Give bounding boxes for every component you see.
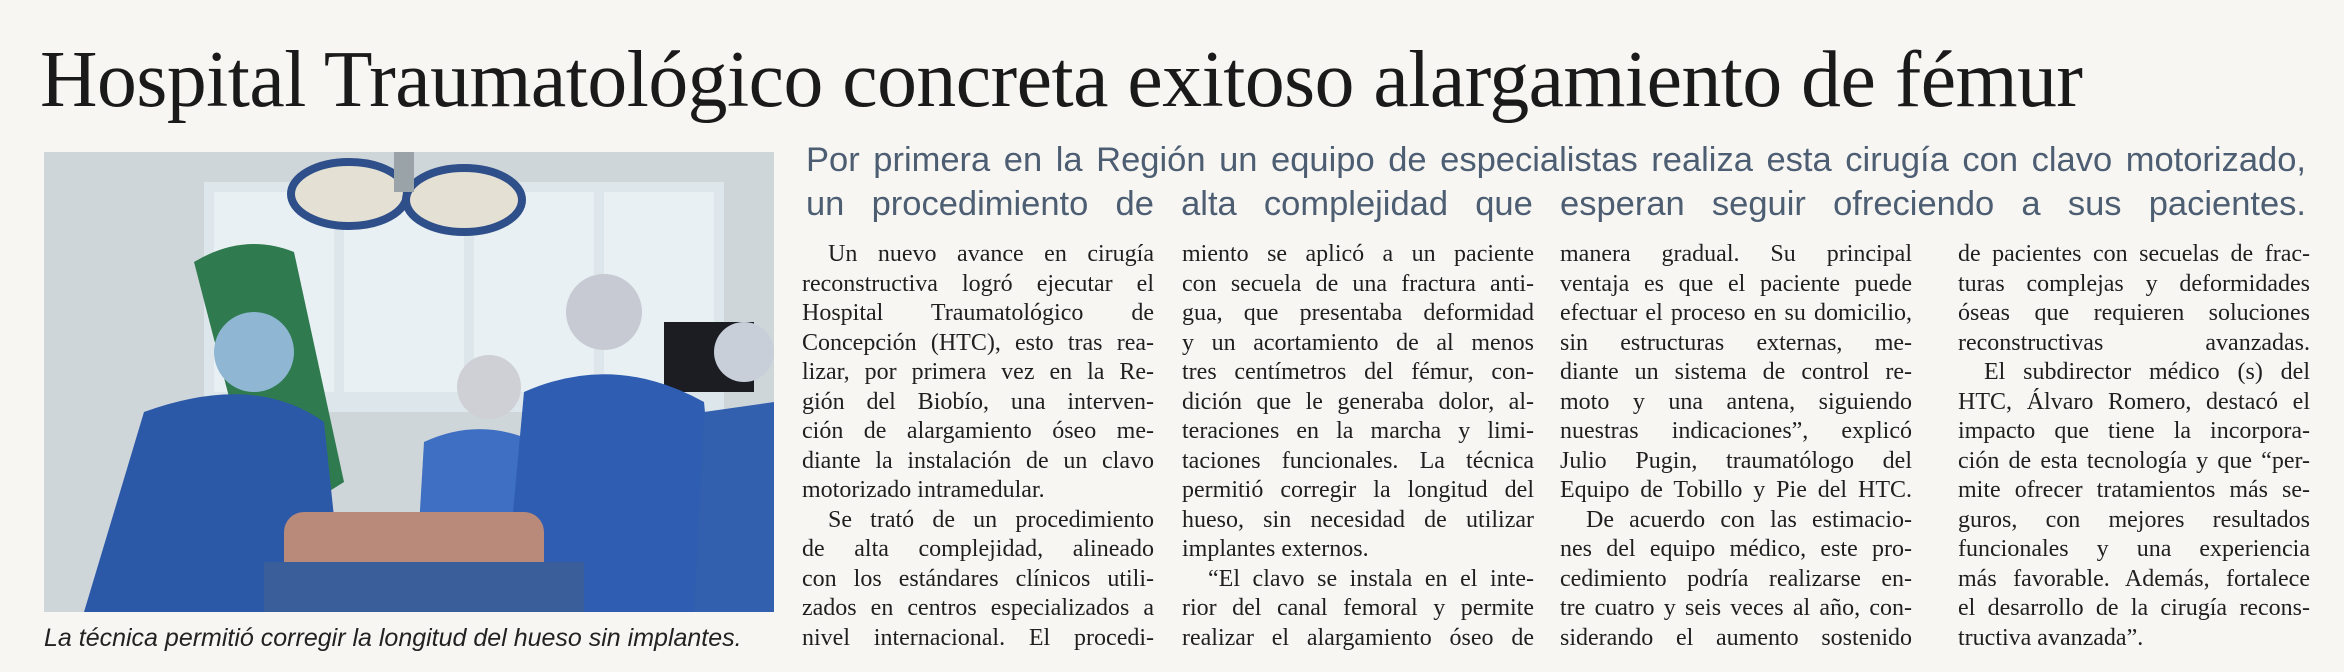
- body-line: hueso, sin necesidad de utilizar: [1182, 506, 1534, 533]
- body-line: de pacientes con secuelas de frac-: [1958, 241, 2310, 267]
- body-line: funcionales y una experiencia: [1958, 536, 2310, 562]
- deck-line: Por primera en la Región un equipo de especialistas realiza esta cirugía con clavo motorizado,: [806, 141, 2306, 179]
- body-line: gión del Biobío, una interven-: [802, 388, 1154, 415]
- body-line: el desarrollo de la cirugía recons-: [1958, 595, 2310, 621]
- body-line: diante un sistema de control re-: [1560, 359, 1912, 385]
- body-line: ventaja es que el paciente puede: [1560, 270, 1912, 297]
- body-line: permitió corregir la longitud del: [1182, 477, 1534, 503]
- body-line: gua, que presentaba deformidad: [1182, 300, 1534, 326]
- body-line: más favorable. Además, fortalece: [1958, 565, 2310, 592]
- body-line: de alta complejidad, alineado: [802, 536, 1154, 562]
- body-line: “El clavo se instala en el inte-: [1208, 565, 1534, 592]
- body-line: zados en centros especializados a: [802, 595, 1154, 621]
- body-line: tres centímetros del fémur, con-: [1182, 359, 1534, 385]
- body-line: moto y una antena, siguiendo: [1560, 388, 1912, 415]
- body-line: guros, con mejores resultados: [1958, 506, 2310, 533]
- body-line: con secuela de una fractura anti-: [1182, 270, 1534, 297]
- body-line: realizar el alargamiento óseo de: [1182, 624, 1534, 651]
- body-line: tructiva avanzada”.: [1958, 624, 2144, 651]
- body-column-4: [1958, 240, 2310, 653]
- operating-room-illustration: [44, 152, 774, 612]
- body-column-2: [1182, 240, 1534, 653]
- body-line: turas complejas y deformidades: [1958, 270, 2310, 297]
- body-line: reconstructiva logró ejecutar el: [802, 270, 1154, 297]
- body-line: cedimiento podría realizarse en-: [1560, 565, 1912, 592]
- body-line: óseas que requieren soluciones: [1958, 300, 2310, 326]
- body-line: teraciones en la marcha y limi-: [1182, 418, 1534, 444]
- body-line: Concepción (HTC), esto tras rea-: [802, 329, 1154, 356]
- body-line: rior del canal femoral y permite: [1182, 595, 1534, 621]
- body-line: mite ofrecer tratamientos más se-: [1958, 477, 2310, 503]
- body-line: con los estándares clínicos utili-: [802, 565, 1154, 592]
- body-line: HTC, Álvaro Romero, destacó el: [1958, 388, 2310, 415]
- deck-line: un procedimiento de alta complejidad que esperan seguir ofreciendo a sus pacientes.: [806, 185, 2306, 223]
- body-column-1: [802, 240, 1154, 653]
- photo-caption: La técnica permitió corregir la longitud del hueso sin implantes.: [44, 624, 742, 652]
- body-line: taciones funcionales. La técnica: [1182, 447, 1534, 474]
- body-line: tre cuatro y seis veces al año, con-: [1560, 595, 1912, 621]
- body-line: Se trató de un procedimiento: [828, 506, 1154, 533]
- body-line: miento se aplicó a un paciente: [1182, 241, 1534, 267]
- headline: Hospital Traumatológico concreta exitoso alargamiento de fémur: [40, 36, 2083, 124]
- body-line: Un nuevo avance en cirugía: [828, 241, 1154, 267]
- body-line: Hospital Traumatológico de: [802, 300, 1154, 326]
- body-line: Julio Pugin, traumatólogo del: [1560, 447, 1912, 474]
- body-line: nivel internacional. El procedi-: [802, 624, 1154, 651]
- body-line: y un acortamiento de al menos: [1182, 329, 1534, 356]
- body-line: impacto que tiene la incorpora-: [1958, 418, 2310, 444]
- body-line: manera gradual. Su principal: [1560, 241, 1912, 267]
- body-line: ción de esta tecnología y que “per-: [1958, 447, 2310, 474]
- surgery-photo: [44, 152, 774, 612]
- body-line: efectuar el proceso en su domicilio,: [1560, 300, 1912, 326]
- body-line: ción de alargamiento óseo me-: [802, 418, 1154, 444]
- body-line: dición que le generaba dolor, al-: [1182, 388, 1534, 415]
- body-line: motorizado intramedular.: [802, 477, 1045, 503]
- deck-subheadline: [806, 138, 2306, 226]
- body-line: sin estructuras externas, me-: [1560, 329, 1912, 356]
- body-line: implantes externos.: [1182, 536, 1369, 562]
- body-column-3: [1560, 240, 1912, 653]
- body-line: nes del equipo médico, este pro-: [1560, 536, 1912, 562]
- body-line: reconstructivas avanzadas.: [1958, 329, 2310, 356]
- body-line: De acuerdo con las estimacio-: [1586, 506, 1912, 533]
- body-line: nuestras indicaciones”, explicó: [1560, 418, 1912, 444]
- body-line: diante la instalación de un clavo: [802, 447, 1154, 474]
- body-line: El subdirector médico (s) del: [1984, 359, 2310, 385]
- body-line: Equipo de Tobillo y Pie del HTC.: [1560, 477, 1912, 503]
- body-line: lizar, por primera vez en la Re-: [802, 359, 1154, 385]
- body-line: siderando el aumento sostenido: [1560, 624, 1912, 651]
